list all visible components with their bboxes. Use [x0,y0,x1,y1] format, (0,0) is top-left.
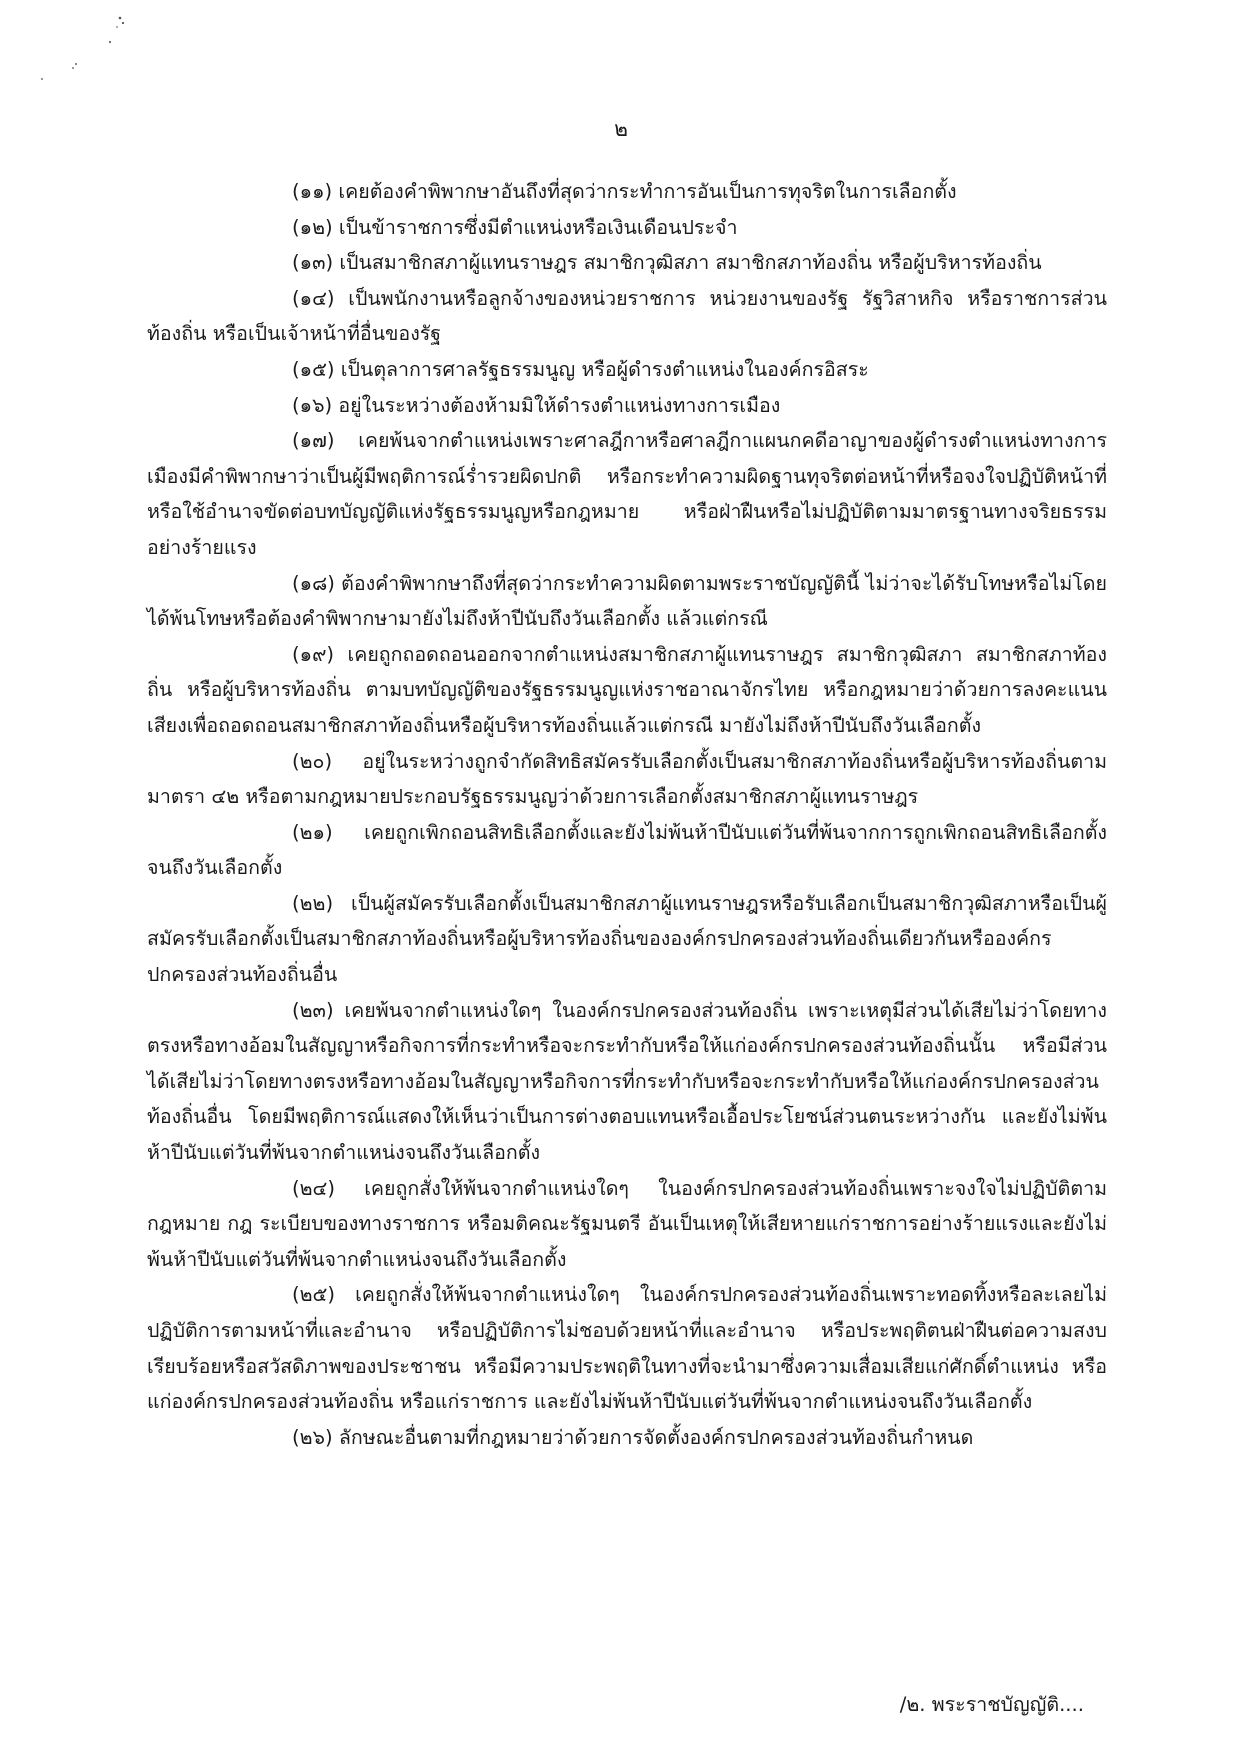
clause-number: (๑๘) [292,571,335,595]
clause-number: (๒๖) [292,1425,333,1449]
clause-text: เคยต้องคำพิพากษาอันถึงที่สุดว่ากระทำการอันเป็นการทุจริตในการเลือกตั้ง [338,180,957,203]
clause-21 [147,815,1107,886]
clause-number: (๒๐) [292,749,333,773]
clause-number: (๒๔) [292,1176,336,1200]
clause-number: (๑๓) [292,251,334,275]
clause-text: เคยพ้นจากตำแหน่งเพราะศาลฎีกาหรือศาลฎีกาแผนกคดีอาญาของผู้ดำรงตำแหน่งทางการเมืองมีคำพิพากษาว่าเป็นผู้มีพฤติการณ์ร่ำรวยผิดปกติ หรือกระทำความผิดฐานทุจริตต่อหน้าที่หรือจงใจปฏิบัติหน้าที่หรือใช้อำนาจขัดต่อบทบัญญัติแห่งรัฐธรรมนูญหรือกฎหมาย หรือฝ่าฝืนหรือไม่ปฏิบัติตามมาตรฐานทางจริยธรรมอย่างร้ายแรง [147,429,1107,559]
clause-20 [147,744,1107,815]
clause-11 [147,174,1107,210]
page-number: ๒ [614,117,628,141]
clause-text: เป็นพนักงานหรือลูกจ้างของหน่วยราชการ หน่วยงานของรัฐ รัฐวิสาหกิจ หรือราชการส่วนท้องถิ่น หรือเป็นเจ้าหน้าที่อื่นของรัฐ [147,286,1107,346]
clause-text: เป็นผู้สมัครรับเลือกตั้งเป็นสมาชิกสภาผู้แทนราษฎรหรือรับเลือกเป็นสมาชิกวุฒิสภาหรือเป็นผู้สมัครรับเลือกตั้งเป็นสมาชิกสภาท้องถิ่นหรือผู้บริหารท้องถิ่นขององค์กรปกครองส่วนท้องถิ่นเดียวกันหรือองค์กรปกครองส่วนท้องถิ่นอื่น [147,891,1107,987]
clause-text: เคยพ้นจากตำแหน่งใดๆ ในองค์กรปกครองส่วนท้องถิ่น เพราะเหตุมีส่วนได้เสียไม่ว่าโดยทางตรงหรือทางอ้อมในสัญญาหรือกิจการที่กระทำหรือจะกระทำกับหรือให้แก่องค์กรปกครองส่วนท้องถิ่นนั้น หรือมีส่วนได้เสียไม่ว่าโดยทางตรงหรือทางอ้อมในสัญญาหรือกิจการที่กระทำกับหรือจะกระทำกับหรือให้แก่องค์กรปกครองส่วนท้องถิ่นอื่น โดยมีพฤติการณ์แสดงให้เห็นว่าเป็นการต่างตอบแทนหรือเอื้อประโยชน์ส่วนตนระหว่างกัน และยังไม่พ้นห้าปีนับแต่วันที่พ้นจากตำแหน่งจนถึงวันเลือกตั้ง [147,998,1107,1165]
clause-number: (๑๕) [292,357,335,381]
clause-text: เป็นข้าราชการซึ่งมีตำแหน่งหรือเงินเดือนประจำ [338,215,738,239]
clause-text: เคยถูกถอดถอนออกจากตำแหน่งสมาชิกสภาผู้แทนราษฎร สมาชิกวุฒิสภา สมาชิกสภาท้องถิ่น หรือผู้บริหารท้องถิ่น ตามบทบัญญัติของรัฐธรรมนูญแห่งราชอาณาจักรไทย หรือกฎหมายว่าด้วยการลงคะแนนเสียงเพื่อถอดถอนสมาชิกสภาท้องถิ่นหรือผู้บริหารท้องถิ่นแล้วแต่กรณี มายังไม่ถึงห้าปีนับถึงวันเลือกตั้ง [147,642,1107,737]
clause-number: (๒๑) [292,820,333,844]
clause-number: (๑๔) [292,286,335,310]
clause-26 [147,1420,1107,1456]
clause-text: อยู่ในระหว่างถูกจำกัดสิทธิสมัครรับเลือกตั้งเป็นสมาชิกสภาท้องถิ่นหรือผู้บริหารท้องถิ่นตามมาตรา ๔๒ หรือตามกฎหมายประกอบรัฐธรรมนูญว่าด้วยการเลือกตั้งสมาชิกสภาผู้แทนราษฎร [147,749,1107,809]
clause-text: อยู่ในระหว่างต้องห้ามมิให้ดำรงตำแหน่งทางการเมือง [338,393,781,417]
clause-number: (๑๙) [292,642,335,666]
clause-12 [147,210,1107,246]
continuation-reference: /๒. พระราชบัญญัติ.... [899,1693,1084,1716]
clause-number: (๑๖) [292,393,333,417]
clause-22 [147,886,1107,993]
clause-13 [147,245,1107,281]
clause-number: (๒๓) [292,998,334,1022]
clause-15 [147,352,1107,388]
clause-number: (๑๗) [292,429,335,453]
clause-text: เคยถูกสั่งให้พ้นจากตำแหน่งใดๆ ในองค์กรปกครองส่วนท้องถิ่นเพราะจงใจไม่ปฏิบัติตามกฎหมาย กฎ ระเบียบของทางราชการ หรือมติคณะรัฐมนตรี อันเป็นเหตุให้เสียหายแก่ราชการอย่างร้ายแรงและยังไม่พ้นห้าปีนับแต่วันที่พ้นจากตำแหน่งจนถึงวันเลือกตั้ง [147,1176,1107,1271]
clause-24 [147,1171,1107,1278]
clause-25 [147,1277,1107,1419]
clause-text: ลักษณะอื่นตามที่กฎหมายว่าด้วยการจัดตั้งองค์กรปกครองส่วนท้องถิ่นกำหนด [338,1425,974,1449]
clause-text: เป็นสมาชิกสภาผู้แทนราษฎร สมาชิกวุฒิสภา สมาชิกสภาท้องถิ่น หรือผู้บริหารท้องถิ่น [339,251,1042,275]
clause-18 [147,566,1107,637]
clause-number: (๑๑) [292,180,333,203]
clause-text: ต้องคำพิพากษาถึงที่สุดว่ากระทำความผิดตามพระราชบัญญัตินี้ ไม่ว่าจะได้รับโทษหรือไม่โดยได้พ้นโทษหรือต้องคำพิพากษามายังไม่ถึงห้าปีนับถึงวันเลือกตั้ง แล้วแต่กรณี [147,571,1108,631]
clause-16 [147,388,1107,424]
clause-19 [147,637,1107,744]
clause-text: เคยถูกเพิกถอนสิทธิเลือกตั้งและยังไม่พ้นห้าปีนับแต่วันที่พ้นจากการถูกเพิกถอนสิทธิเลือกตั้งจนถึงวันเลือกตั้ง [147,820,1107,880]
clause-number: (๒๒) [292,891,334,915]
clause-number: (๑๒) [292,215,333,239]
document-body [147,174,1107,1455]
clause-number: (๒๕) [292,1283,336,1307]
clause-17 [147,423,1107,565]
clause-23 [147,993,1107,1171]
clause-text: เป็นตุลาการศาลรัฐธรรมนูญ หรือผู้ดำรงตำแหน่งในองค์กรอิสระ [340,357,869,381]
clause-text: เคยถูกสั่งให้พ้นจากตำแหน่งใดๆ ในองค์กรปกครองส่วนท้องถิ่นเพราะทอดทิ้งหรือละเลยไม่ปฏิบัติการตามหน้าที่และอำนาจ หรือปฏิบัติการไม่ชอบด้วยหน้าที่และอำนาจ หรือประพฤติตนฝ่าฝืนต่อความสงบเรียบร้อยหรือสวัสดิภาพของประชาชน หรือมีความประพฤติในทางที่จะนำมาซึ่งความเสื่อมเสียแก่ศักดิ์ตำแหน่ง หรือแก่องค์กรปกครองส่วนท้องถิ่น หรือแก่ราชการ และยังไม่พ้นห้าปีนับแต่วันที่พ้นจากตำแหน่งจนถึงวันเลือกตั้ง [147,1283,1107,1414]
scan-specks [40,12,150,92]
clause-14 [147,281,1107,352]
